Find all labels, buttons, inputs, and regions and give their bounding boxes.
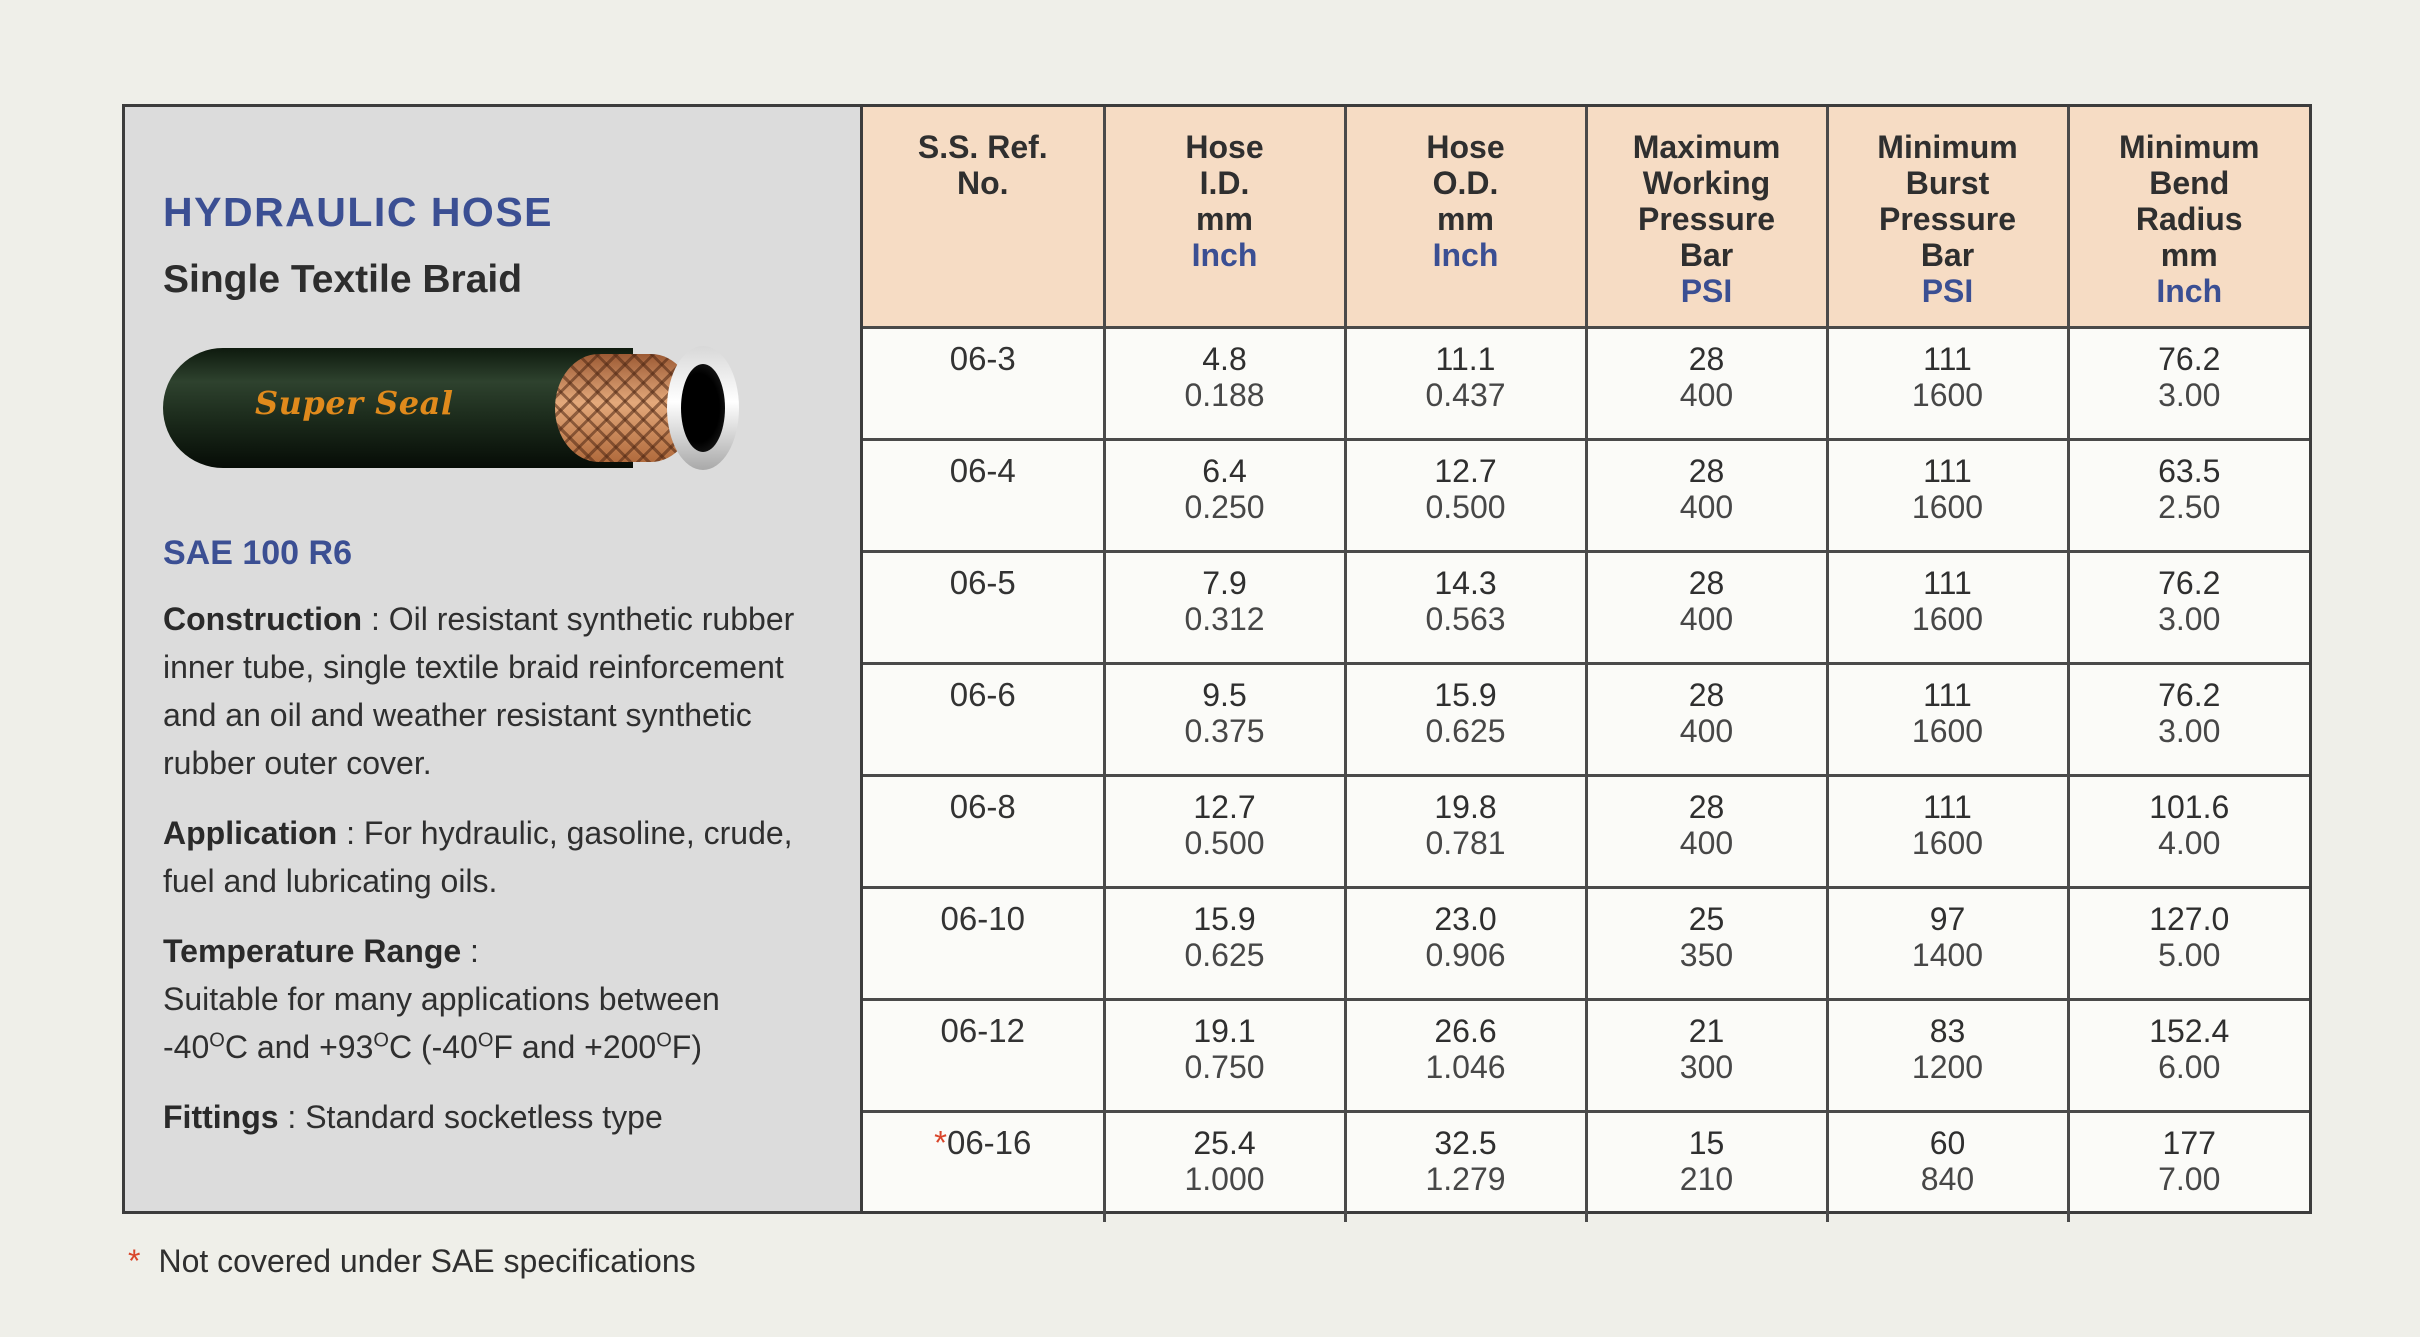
column-header-line: No. (956, 165, 1009, 201)
column-header (2068, 107, 2309, 328)
temperature-range: $-40^OC$ and $+93^OC$ ($-40^OF$ and $+200^OF$) (163, 1029, 702, 1065)
metric-value: 12.7 (1193, 789, 1256, 825)
value-cell (1104, 1000, 1345, 1112)
product-sheet (122, 104, 2312, 1214)
ref-number: 06-12 (940, 1012, 1025, 1049)
column-header-line: Burst (1905, 165, 1990, 201)
value-cell (1104, 776, 1345, 888)
column-header (1827, 107, 2068, 328)
value-cell (1827, 664, 2068, 776)
table-row (863, 328, 2309, 440)
column-header-line: Pressure (1638, 201, 1775, 237)
value-cell (2068, 888, 2309, 1000)
imperial-value: 1200 (1911, 1049, 1984, 1085)
column-header (1104, 107, 1345, 328)
column-header-unit: PSI (1680, 273, 1733, 309)
metric-value: 26.6 (1434, 1013, 1497, 1049)
imperial-value: 2.50 (2158, 489, 2221, 525)
ref-number-cell (863, 552, 1104, 664)
imperial-value: 1600 (1911, 601, 1984, 637)
application-paragraph (163, 809, 824, 905)
metric-value: 32.5 (1434, 1125, 1497, 1161)
column-header-line: Radius (2135, 201, 2243, 237)
value-cell (1104, 552, 1345, 664)
imperial-value: 1600 (1911, 825, 1984, 861)
footnote (128, 1243, 696, 1280)
imperial-value: 5.00 (2158, 937, 2221, 973)
value-cell (1586, 776, 1827, 888)
imperial-value: 0.563 (1425, 601, 1506, 637)
metric-value: 9.5 (1202, 677, 1247, 713)
imperial-value: 0.625 (1425, 713, 1506, 749)
value-cell (1827, 440, 2068, 552)
fittings-text: : Standard socketless type (287, 1099, 663, 1135)
imperial-value: 1.046 (1425, 1049, 1506, 1085)
value-cell (2068, 664, 2309, 776)
construction-label: Construction (163, 601, 363, 637)
value-cell (1345, 1112, 1586, 1223)
imperial-value: 3.00 (2158, 713, 2221, 749)
imperial-value: 400 (1679, 713, 1734, 749)
column-header-line: Bar (1920, 237, 1975, 273)
column-header-line: I.D. (1199, 165, 1250, 201)
fittings-paragraph (163, 1093, 824, 1141)
value-cell (2068, 328, 2309, 440)
imperial-value: 0.437 (1425, 377, 1506, 413)
imperial-value: 400 (1679, 377, 1734, 413)
sae-standard: SAE 100 R6 (163, 534, 352, 572)
value-cell (1104, 664, 1345, 776)
column-header-line: Bar (1679, 237, 1734, 273)
value-cell (1104, 440, 1345, 552)
value-cell (1345, 328, 1586, 440)
value-cell (1586, 1112, 1827, 1223)
imperial-value: 300 (1679, 1049, 1734, 1085)
column-header-line: Hose (1426, 129, 1505, 165)
column-header-line: Bend (2149, 165, 2230, 201)
metric-value: 127.0 (2149, 901, 2230, 937)
hose-bore (681, 364, 725, 452)
temperature-label: Temperature Range (163, 933, 462, 969)
imperial-value: 0.625 (1184, 937, 1265, 973)
imperial-value: 4.00 (2158, 825, 2221, 861)
ref-number-cell (863, 328, 1104, 440)
ref-number: 06-8 (949, 788, 1016, 825)
metric-value: 111 (1923, 565, 1972, 601)
table-body (863, 328, 2309, 1223)
table-row (863, 776, 2309, 888)
imperial-value: 1600 (1911, 377, 1984, 413)
imperial-value: 1.279 (1425, 1161, 1506, 1197)
ref-number-cell (863, 1112, 1104, 1223)
imperial-value: 0.375 (1184, 713, 1265, 749)
column-header-unit: Inch (2156, 273, 2223, 309)
table-header-row (863, 107, 2309, 328)
ref-number-cell (863, 664, 1104, 776)
column-header-unit: PSI (1921, 273, 1974, 309)
value-cell (1104, 328, 1345, 440)
metric-value: 111 (1923, 341, 1972, 377)
value-cell (1586, 328, 1827, 440)
value-cell (1586, 888, 1827, 1000)
value-cell (1345, 664, 1586, 776)
imperial-value: 7.00 (2158, 1161, 2221, 1197)
value-cell (1586, 552, 1827, 664)
ref-number: 06-6 (949, 676, 1016, 713)
hose-brand-logo: Super Seal (255, 384, 454, 422)
imperial-value: 1.000 (1184, 1161, 1265, 1197)
ref-number-cell (863, 776, 1104, 888)
value-cell (1586, 664, 1827, 776)
temperature-text: Suitable for many applications between (163, 981, 720, 1017)
metric-value: 111 (1923, 789, 1972, 825)
column-header-line: mm (1437, 201, 1494, 237)
metric-value: 101.6 (2149, 789, 2230, 825)
imperial-value: 210 (1679, 1161, 1734, 1197)
temperature-paragraph (163, 927, 824, 1071)
imperial-value: 400 (1679, 489, 1734, 525)
table-row (863, 664, 2309, 776)
metric-value: 28 (1688, 453, 1725, 489)
ref-number: 06-3 (949, 340, 1016, 377)
metric-value: 6.4 (1202, 453, 1247, 489)
metric-value: 15.9 (1193, 901, 1256, 937)
product-description-panel (125, 107, 863, 1211)
temperature-colon: : (461, 933, 479, 969)
value-cell (1345, 776, 1586, 888)
imperial-value: 350 (1679, 937, 1734, 973)
footnote-asterisk: * (128, 1243, 141, 1279)
fittings-label: Fittings (163, 1099, 279, 1135)
column-header-line: Working (1642, 165, 1771, 201)
metric-value: 28 (1688, 789, 1725, 825)
column-header-line: Maximum (1632, 129, 1781, 165)
value-cell (1586, 440, 1827, 552)
metric-value: 28 (1688, 677, 1725, 713)
metric-value: 76.2 (2158, 565, 2221, 601)
metric-value: 76.2 (2158, 341, 2221, 377)
value-cell (2068, 440, 2309, 552)
metric-value: 97 (1929, 901, 1966, 937)
column-header-line: O.D. (1432, 165, 1499, 201)
value-cell (1345, 552, 1586, 664)
column-header-line: mm (1196, 201, 1253, 237)
metric-value: 19.1 (1193, 1013, 1256, 1049)
specification-table-panel (863, 107, 2309, 1211)
ref-number: 06-4 (949, 452, 1016, 489)
imperial-value: 1400 (1911, 937, 1984, 973)
column-header (863, 107, 1104, 328)
table-row (863, 1000, 2309, 1112)
imperial-value: 3.00 (2158, 377, 2221, 413)
ref-number: 06-16 (946, 1124, 1032, 1161)
metric-value: 111 (1923, 677, 1972, 713)
metric-value: 7.9 (1202, 565, 1247, 601)
metric-value: 25 (1688, 901, 1725, 937)
application-label: Application (163, 815, 338, 851)
imperial-value: 840 (1920, 1161, 1975, 1197)
imperial-value: 0.781 (1425, 825, 1506, 861)
metric-value: 12.7 (1434, 453, 1497, 489)
imperial-value: 400 (1679, 825, 1734, 861)
column-header-line: S.S. Ref. (917, 129, 1048, 165)
ref-number-cell (863, 440, 1104, 552)
value-cell (2068, 1000, 2309, 1112)
metric-value: 25.4 (1193, 1125, 1256, 1161)
value-cell (2068, 776, 2309, 888)
metric-value: 15.9 (1434, 677, 1497, 713)
not-sae-asterisk: * (934, 1124, 947, 1161)
value-cell (1345, 888, 1586, 1000)
imperial-value: 0.312 (1184, 601, 1265, 637)
table-row (863, 1112, 2309, 1223)
metric-value: 152.4 (2149, 1013, 2230, 1049)
imperial-value: 400 (1679, 601, 1734, 637)
metric-value: 28 (1688, 565, 1725, 601)
value-cell (1586, 1000, 1827, 1112)
value-cell (1827, 776, 2068, 888)
value-cell (1827, 1000, 2068, 1112)
metric-value: 60 (1929, 1125, 1966, 1161)
construction-paragraph (163, 595, 824, 787)
metric-value: 11.1 (1435, 341, 1496, 377)
metric-value: 19.8 (1434, 789, 1497, 825)
value-cell (1345, 1000, 1586, 1112)
table-row (863, 552, 2309, 664)
imperial-value: 0.500 (1425, 489, 1506, 525)
product-title: HYDRAULIC HOSE (163, 189, 554, 235)
column-header (1345, 107, 1586, 328)
value-cell (1827, 1112, 2068, 1223)
specification-table (863, 107, 2309, 1222)
column-header (1586, 107, 1827, 328)
value-cell (2068, 552, 2309, 664)
metric-value: 83 (1929, 1013, 1966, 1049)
column-header-line: mm (2160, 237, 2218, 273)
metric-value: 177 (2162, 1125, 2216, 1161)
ref-number-cell (863, 1000, 1104, 1112)
value-cell (1104, 1112, 1345, 1223)
imperial-value: 0.906 (1425, 937, 1506, 973)
column-header-line: Pressure (1879, 201, 2016, 237)
column-header-unit: Inch (1432, 237, 1499, 273)
table-row (863, 888, 2309, 1000)
metric-value: 23.0 (1434, 901, 1497, 937)
value-cell (1104, 888, 1345, 1000)
ref-number: 06-10 (940, 900, 1025, 937)
imperial-value: 1600 (1911, 713, 1984, 749)
table-row (863, 440, 2309, 552)
ref-number-cell (863, 888, 1104, 1000)
metric-value: 14.3 (1434, 565, 1497, 601)
metric-value: 15 (1688, 1125, 1725, 1161)
hose-image (163, 348, 741, 468)
imperial-value: 6.00 (2158, 1049, 2221, 1085)
product-subtitle: Single Textile Braid (163, 258, 523, 301)
application-text: : For hydraulic, gasoline, crude, fuel and lubricating oils. (163, 815, 793, 899)
footnote-text: Not covered under SAE specifications (158, 1243, 696, 1279)
metric-value: 76.2 (2158, 677, 2221, 713)
metric-value: 4.8 (1202, 341, 1247, 377)
ref-number: 06-5 (949, 564, 1016, 601)
imperial-value: 0.500 (1184, 825, 1265, 861)
value-cell (1827, 328, 2068, 440)
imperial-value: 1600 (1911, 489, 1984, 525)
column-header-line: Minimum (2119, 129, 2260, 165)
value-cell (1345, 440, 1586, 552)
column-header-unit: Inch (1191, 237, 1258, 273)
value-cell (2068, 1112, 2309, 1223)
column-header-line: Hose (1185, 129, 1264, 165)
imperial-value: 0.188 (1184, 377, 1265, 413)
column-header-line: Minimum (1877, 129, 2018, 165)
imperial-value: 3.00 (2158, 601, 2221, 637)
value-cell (1827, 888, 2068, 1000)
imperial-value: 0.750 (1184, 1049, 1265, 1085)
construction-text: : Oil resistant synthetic rubber inner tube, single textile braid reinforcement and an oil and weather resistant synthetic rubber outer cover. (163, 601, 795, 781)
value-cell (1827, 552, 2068, 664)
metric-value: 21 (1688, 1013, 1725, 1049)
metric-value: 63.5 (2158, 453, 2221, 489)
imperial-value: 0.250 (1184, 489, 1265, 525)
metric-value: 28 (1688, 341, 1725, 377)
metric-value: 111 (1923, 453, 1972, 489)
